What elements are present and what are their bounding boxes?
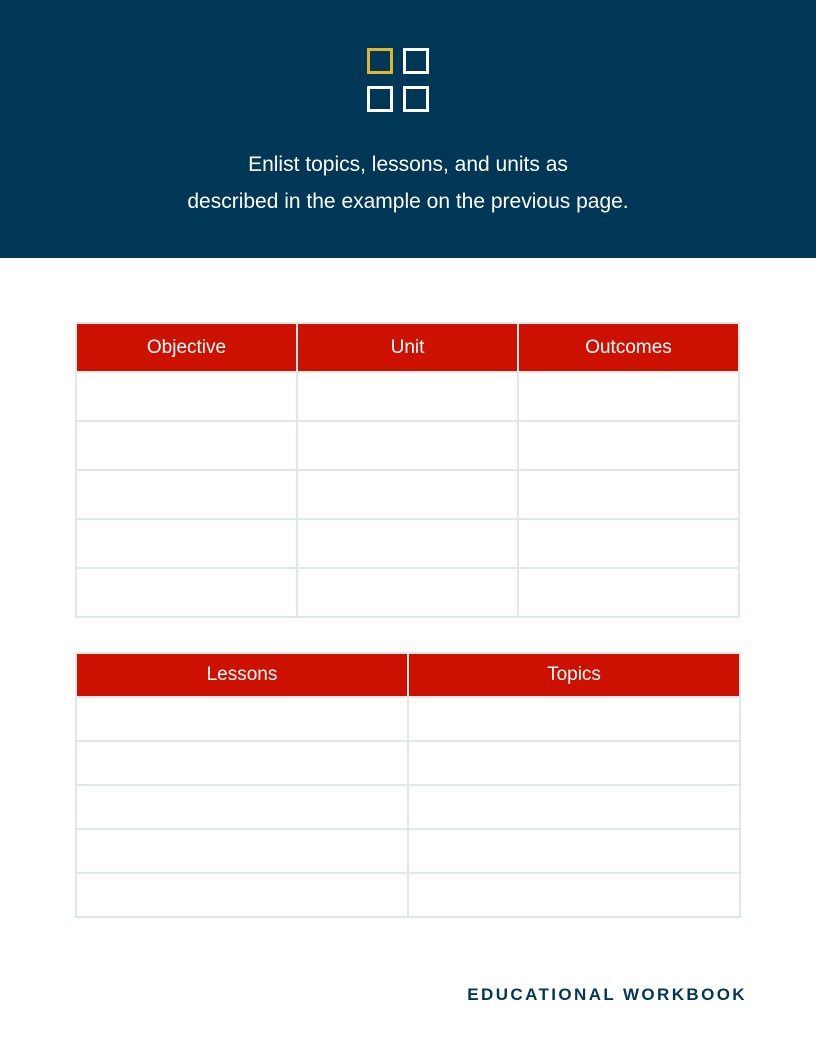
instruction-line-2: described in the example on the previous page. [187,190,629,213]
table-row [76,470,739,519]
table-row [76,421,739,470]
table-cell[interactable] [297,470,518,519]
table-cell[interactable] [76,372,297,421]
table-row [76,785,740,829]
table-cell[interactable] [76,785,408,829]
table-cell[interactable] [518,568,739,617]
table-cell[interactable] [408,829,740,873]
table-header-row [76,653,740,697]
table-cell[interactable] [76,519,297,568]
logo-square [403,86,429,112]
table-row [76,741,740,785]
table-cell[interactable] [408,741,740,785]
table-cell[interactable] [408,785,740,829]
footer-workbook-label: EDUCATIONAL WORKBOOK [467,985,747,1004]
table-header-row [76,323,739,372]
column-header-objective: Objective [76,323,297,372]
table-row [76,697,740,741]
table-cell[interactable] [297,568,518,617]
table-cell[interactable] [408,873,740,917]
table-cell[interactable] [408,697,740,741]
table-cell[interactable] [297,372,518,421]
lessons-topics-table [75,652,741,918]
header-banner [0,0,816,258]
table-cell[interactable] [76,470,297,519]
instruction-line-1: Enlist topics, lessons, and units as [248,153,568,176]
table-cell[interactable] [518,421,739,470]
grid-logo-icon [367,48,435,116]
column-header-topics: Topics [408,653,740,697]
table-cell[interactable] [297,421,518,470]
logo-square-highlight [367,48,393,74]
table-row [76,372,739,421]
table-row [76,519,739,568]
table-cell[interactable] [518,519,739,568]
table-cell[interactable] [76,829,408,873]
table-cell[interactable] [76,741,408,785]
table-row [76,873,740,917]
table-cell[interactable] [297,519,518,568]
column-header-lessons: Lessons [76,653,408,697]
instruction-text [0,146,816,220]
table-cell[interactable] [518,372,739,421]
table-cell[interactable] [76,421,297,470]
table-row [76,568,739,617]
logo-square [367,86,393,112]
table-cell[interactable] [76,873,408,917]
table-cell[interactable] [76,697,408,741]
table-cell[interactable] [76,568,297,617]
objective-unit-outcomes-table [75,322,740,618]
logo-square [403,48,429,74]
table-cell[interactable] [518,470,739,519]
column-header-outcomes: Outcomes [518,323,739,372]
column-header-unit: Unit [297,323,518,372]
table-row [76,829,740,873]
